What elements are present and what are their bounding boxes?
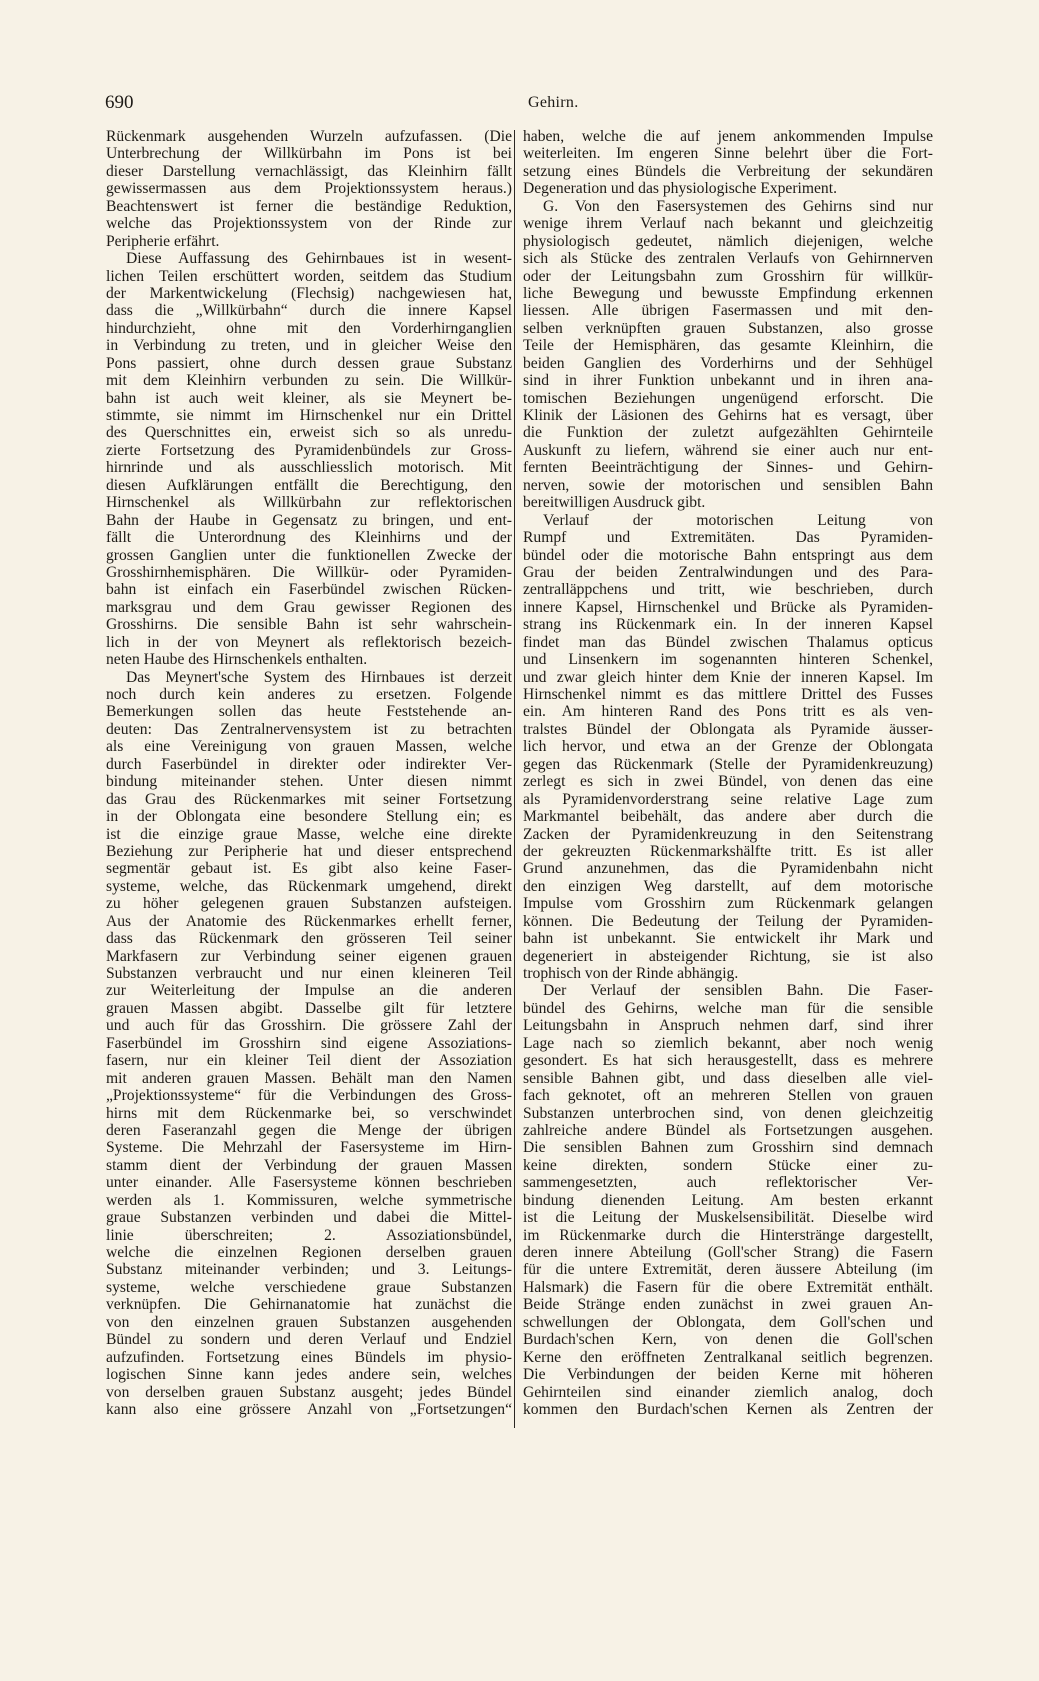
text-line: nerven, sowie der motorischen und sensiblen Bahn xyxy=(523,476,933,494)
text-line: oder der Leitungsbahn zum Grosshirn für willkür- xyxy=(523,267,933,285)
text-line: segmentär gebaut ist. Es gibt also keine Faser- xyxy=(106,860,512,878)
text-line: gegen das Rückenmark (Stelle der Pyramidenkreuzung) xyxy=(523,755,933,773)
text-line: in der Oblongata eine besondere Stellung ein; es xyxy=(106,808,512,826)
column-divider xyxy=(514,130,515,1428)
text-line: welche die einzelnen Regionen derselben grauen xyxy=(106,1244,512,1261)
text-line: Zacken der Pyramidenkreuzung in den Seitenstrang xyxy=(523,825,933,843)
text-line: Beziehung zur Peripherie hat und dieser entsprechend xyxy=(106,842,512,860)
text-line: ist die einzige graue Masse, welche eine direkte xyxy=(106,825,512,843)
text-line: lich in der von Meynert als reflektorisch bezeich- xyxy=(106,633,512,651)
text-line: Burdach'schen Kern, von denen die Goll'schen xyxy=(523,1331,933,1349)
paragraph xyxy=(106,250,512,669)
text-line: bahn ist einfach ein Faserbündel zwischen Rücken- xyxy=(106,581,512,599)
text-line: Hirnschenkel als Willkürbahn zur reflektorischen xyxy=(106,494,512,512)
text-line: verknüpfen. Die Gehirnanatomie hat zunächst die xyxy=(106,1296,512,1314)
paragraph xyxy=(523,198,933,512)
text-line: welche das Projektionssystem von der Rinde zur xyxy=(106,215,512,233)
text-line: durch Faserbündel in direkter oder indirekter Ver- xyxy=(106,755,512,773)
text-line: sammengesetzten, auch reflektorischer Ver- xyxy=(523,1174,933,1192)
text-line: neten Haube des Hirnschenkels enthalten. xyxy=(106,651,368,669)
text-line: beiden Ganglien des Vorderhirns und der Sehhügel xyxy=(523,354,933,372)
text-line: marksgrau und dem Grau gewisser Regionen des xyxy=(106,598,512,616)
text-line: und zwar gleich hinter dem Knie der inneren Kapsel. Im xyxy=(523,668,933,686)
text-line: dass die „Willkürbahn“ durch die innere Kapsel xyxy=(106,302,512,320)
text-line: Rückenmark ausgehenden Wurzeln aufzufassen. (Die xyxy=(106,128,512,145)
text-line: fach geknotet, oft an mehreren Stellen von grauen xyxy=(523,1087,933,1105)
text-line: werden als 1. Kommissuren, welche symmetrische xyxy=(106,1191,512,1209)
text-line: Bemerkungen sollen das heute Feststehende an- xyxy=(106,703,512,721)
paragraph xyxy=(523,128,933,198)
text-line: Substanz miteinander verbinden; und 3. Leitungs- xyxy=(106,1261,512,1279)
text-line: im Rückenmarke durch die Hinterstränge dargestellt, xyxy=(523,1226,933,1244)
text-line: zentralläppchens und tritt, wie beschrieben, durch xyxy=(523,581,933,599)
text-line: physiologisch gedeutet, nämlich diejenigen, welche xyxy=(523,232,933,250)
text-line: Kerne den eröffneten Zentralkanal seitlich begrenzen. xyxy=(523,1348,933,1366)
text-line: aufzufinden. Fortsetzung eines Bündels im physio- xyxy=(106,1348,512,1366)
text-line: stamm dient der Verbindung der grauen Massen xyxy=(106,1156,512,1174)
text-line: Leitungsbahn in Anspruch nehmen darf, sind ihrer xyxy=(523,1017,933,1035)
text-line: sich als Stücke des zentralen Verlaufs von Gehirnnerven xyxy=(523,250,933,268)
running-head: Gehirn. xyxy=(528,94,579,111)
text-line: grauen Massen abgibt. Dasselbe gilt für letztere xyxy=(106,999,512,1017)
text-line: fällt die Unterordnung des Kleinhirns und der xyxy=(106,529,512,547)
text-line: ein. Am hinteren Rand des Pons tritt es als ven- xyxy=(523,703,933,721)
text-line: diesen Aufklärungen entfällt die Berechtigung, den xyxy=(106,476,512,494)
text-line: mit anderen grauen Massen. Behält man den Namen xyxy=(106,1069,512,1087)
text-line: selben verknüpften grauen Substanzen, also grosse xyxy=(523,319,933,337)
text-line: hindurchzieht, ohne mit den Vorderhirnganglien xyxy=(106,319,512,337)
text-column-right xyxy=(523,128,933,1418)
text-line: trophisch von der Rinde abhängig. xyxy=(523,965,739,982)
text-line: schwellungen der Oblongata, dem Goll'schen und xyxy=(523,1313,933,1331)
text-line: Grund anzunehmen, das die Pyramidenbahn nicht xyxy=(523,860,933,878)
text-line: als Pyramidenvorderstrang seine relative Lage zum xyxy=(523,790,933,808)
text-line: liessen. Alle übrigen Fasermassen und mit den- xyxy=(523,302,933,320)
text-line: setzung eines Bündels die Verbreitung der sekundären xyxy=(523,162,933,180)
text-line: bindung miteinander stehen. Unter diesen nimmt xyxy=(106,773,512,791)
text-line: Verlauf der motorischen Leitung von xyxy=(543,511,933,529)
text-line: Systeme. Die Mehrzahl der Fasersysteme im Hirn- xyxy=(106,1139,512,1157)
text-column-left xyxy=(106,128,512,1418)
text-line: „Projektionssysteme“ für die Verbindungen des Gross- xyxy=(106,1087,512,1105)
text-line: strang ins Rückenmark ein. In der inneren Kapsel xyxy=(523,616,933,634)
text-line: Beachtenswert ist ferner die beständige Reduktion, xyxy=(106,197,512,215)
text-line: Auskunft zu liefern, während sie einer auch nur ent- xyxy=(523,441,933,459)
text-line: linie überschreiten; 2. Assoziationsbündel, xyxy=(106,1226,512,1244)
text-line: wenige ihrem Verlauf nach bekannt und gleichzeitig xyxy=(523,215,933,233)
text-line: fasern, nur ein kleiner Teil dient der Assoziation xyxy=(106,1052,512,1070)
text-line: des Querschnittes ein, erweist sich so als unredu- xyxy=(106,424,512,442)
text-line: deren innere Abteilung (Goll'scher Strang) die Fasern xyxy=(523,1244,933,1261)
text-line: die Funktion der zuletzt aufgezählten Gehirnteile xyxy=(523,424,933,442)
text-line: zur Weiterleitung der Impulse an die anderen xyxy=(106,982,512,1000)
text-line: grossen Ganglien unter die funktionellen Zwecke der xyxy=(106,546,512,564)
text-line: degeneriert in absteigender Richtung, sie ist also xyxy=(523,947,933,965)
text-line: kommen den Burdach'schen Kernen als Zentren der xyxy=(523,1400,933,1418)
text-line: zu höher gelegenen grauen Substanzen aufsteigen. xyxy=(106,895,512,913)
text-line: Teile der Hemisphären, das gesamte Kleinhirn, die xyxy=(523,337,933,355)
text-line: zahlreiche andere Bündel als Fortsetzungen ausgehen. xyxy=(523,1121,933,1139)
text-line: der gekreuzten Rückenmarkshälfte tritt. Es ist aller xyxy=(523,842,933,860)
text-line: bündel des Gehirns, welche man für die sensible xyxy=(523,999,933,1017)
text-line: den einzigen Weg darstellt, auf dem motorische xyxy=(523,877,933,895)
text-line: Markfasern zur Verbindung seiner eigenen grauen xyxy=(106,947,512,965)
text-line: deren Faseranzahl gegen die Menge der übrigen xyxy=(106,1121,512,1139)
page-number: 690 xyxy=(105,92,134,113)
text-line: innere Kapsel, Hirnschenkel und Brücke als Pyramiden- xyxy=(523,598,933,616)
text-line: und Linsenkern im sogenannten hinteren Schenkel, xyxy=(523,651,933,669)
text-line: zerlegt es sich in zwei Bündel, von denen das eine xyxy=(523,773,933,791)
text-line: hirns mit dem Rückenmarke bei, so verschwindet xyxy=(106,1104,512,1122)
text-line: von den einzelnen grauen Substanzen ausgehenden xyxy=(106,1313,512,1331)
text-line: deuten: Das Zentralnervensystem ist zu betrachten xyxy=(106,720,512,738)
text-line: Der Verlauf der sensiblen Bahn. Die Faser- xyxy=(543,982,933,1000)
text-line: bahn ist unbekannt. Sie entwickelt ihr Mark und xyxy=(523,930,933,948)
text-line: der Markentwickelung (Flechsig) nachgewiesen hat, xyxy=(106,284,512,302)
text-line: systeme, welche, das Rückenmark umgehend, direkt xyxy=(106,877,512,895)
text-line: gewissermassen aus dem Projektionssystem heraus.) xyxy=(106,180,512,198)
text-line: keine direkten, sondern Stücke einer zu- xyxy=(523,1156,933,1174)
text-line: Pons passiert, ohne durch dessen graue Substanz xyxy=(106,354,512,372)
text-line: lich hervor, und etwa an der Grenze der Oblongata xyxy=(523,738,933,756)
text-line: bündel oder die motorische Bahn entspringt aus dem xyxy=(523,546,933,564)
text-line: als eine Vereinigung von grauen Massen, welche xyxy=(106,738,512,756)
text-line: kann also eine grössere Anzahl von „Fortsetzungen“ xyxy=(106,1400,512,1418)
text-line: Grosshirnhemisphären. Die Willkür- oder Pyramiden- xyxy=(106,563,512,581)
text-line: Grau der beiden Zentralwindungen und des Para- xyxy=(523,563,933,581)
text-line: Substanzen unterbrochen sind, von denen gleichzeitig xyxy=(523,1104,933,1122)
text-line: Gehirnteilen sind einander ziemlich analog, doch xyxy=(523,1383,933,1401)
text-line: Diese Auffassung des Gehirnbaues ist in wesent- xyxy=(126,250,512,268)
text-line: Degeneration und das physiologische Experiment. xyxy=(523,180,837,198)
text-line: Peripherie erfährt. xyxy=(106,232,220,250)
text-line: Aus der Anatomie des Rückenmarkes erhellt ferner, xyxy=(106,912,512,930)
text-line: können. Die Bedeutung der Teilung der Pyramiden- xyxy=(523,912,933,930)
text-line: Die sensiblen Bahnen zum Grosshirn sind demnach xyxy=(523,1139,933,1157)
text-line: bereitwilligen Ausdruck gibt. xyxy=(523,494,706,512)
text-line: Beide Stränge enden zunächst in zwei grauen An- xyxy=(523,1296,933,1314)
text-line: lichen Teilen erschüttert worden, seitdem das Studium xyxy=(106,267,512,285)
text-line: Das Meynert'sche System des Hirnbaues ist derzeit xyxy=(126,668,512,686)
text-line: tomischen Beziehungen ungenügend erforscht. Die xyxy=(523,389,933,407)
paragraph xyxy=(523,512,933,983)
text-line: Bahn der Haube in Gegensatz zu bringen, und ent- xyxy=(106,511,512,529)
text-line: und auch für das Grosshirn. Die grössere Zahl der xyxy=(106,1017,512,1035)
text-line: Grosshirns. Die sensible Bahn ist sehr wahrschein- xyxy=(106,616,512,634)
text-line: dass das Rückenmark den grösseren Teil seiner xyxy=(106,930,512,948)
text-line: Halsmark) die Fasern für die obere Extremität enthält. xyxy=(523,1278,933,1296)
paragraph xyxy=(106,669,512,1419)
text-line: Bündel zu sondern und deren Verlauf und Endziel xyxy=(106,1331,512,1349)
text-line: hirnrinde und als ausschliesslich motorisch. Mit xyxy=(106,459,512,477)
text-line: dieser Darstellung vernachlässigt, das Kleinhirn fällt xyxy=(106,162,512,180)
text-line: Rumpf und Extremitäten. Das Pyramiden- xyxy=(523,529,933,547)
text-line: für die untere Extremität, deren äussere Abteilung (im xyxy=(523,1261,933,1279)
text-line: von derselben grauen Substanz ausgeht; jedes Bündel xyxy=(106,1383,512,1401)
text-line: Klinik der Läsionen des Gehirns hat es versagt, über xyxy=(523,407,933,424)
paragraph xyxy=(106,128,512,250)
text-line: Die Verbindungen der beiden Kerne mit höheren xyxy=(523,1366,933,1384)
text-line: Faserbündel im Grosshirn sind eigene Assoziations- xyxy=(106,1034,512,1052)
text-line: haben, welche die auf jenem ankommenden Impulse xyxy=(523,128,933,145)
text-line: mit dem Kleinhirn verbunden zu sein. Die Willkür- xyxy=(106,372,512,390)
paragraph xyxy=(523,982,933,1418)
text-line: fernten Beeinträchtigung der Sinnes- und Gehirn- xyxy=(523,459,933,477)
text-line: bahn ist auch weit kleiner, als sie Meynert be- xyxy=(106,389,512,407)
text-line: stimmte, sie nimmt im Hirnschenkel nur ein Drittel xyxy=(106,407,512,424)
text-line: Impulse vom Grosshirn zum Rückenmark gelangen xyxy=(523,895,933,913)
text-line: Lage nach so ziemlich bekannt, aber noch wenig xyxy=(523,1034,933,1052)
text-line: Unterbrechung der Willkürbahn im Pons ist bei xyxy=(106,145,512,163)
text-line: sind in ihrer Funktion unbekannt und in ihren ana- xyxy=(523,372,933,390)
text-line: G. Von den Fasersystemen des Gehirns sind nur xyxy=(543,197,933,215)
text-line: systeme, welche verschiedene graue Substanzen xyxy=(106,1278,512,1296)
text-line: weiterleiten. Im engeren Sinne belehrt über die Fort- xyxy=(523,145,933,163)
text-line: unter einander. Alle Fasersysteme können beschrieben xyxy=(106,1174,512,1192)
text-line: ist die Leitung der Muskelsensibilität. Dieselbe wird xyxy=(523,1209,933,1227)
text-line: liche Bewegung und bewusste Empfindung erkennen xyxy=(523,284,933,302)
text-line: Hirnschenkel nimmt es das mittlere Drittel des Fusses xyxy=(523,686,933,703)
text-line: in Verbindung zu treten, und in gleicher Weise den xyxy=(106,337,512,355)
text-line: Substanzen verbraucht und nur einen kleineren Teil xyxy=(106,965,512,982)
text-line: tralstes Bündel der Oblongata als Pyramide äusser- xyxy=(523,720,933,738)
text-line: noch durch kein anderes zu ersetzen. Folgende xyxy=(106,686,512,703)
text-line: zierte Fortsetzung des Pyramidenbündels zur Gross- xyxy=(106,441,512,459)
text-line: Markmantel beibehält, das andere aber durch die xyxy=(523,808,933,826)
text-line: gesondert. Es hat sich herausgestellt, dass es mehrere xyxy=(523,1052,933,1070)
text-line: logischen Sinne kann jedes andere sein, welches xyxy=(106,1366,512,1384)
text-line: bindung dienenden Leitung. Am besten erkannt xyxy=(523,1191,933,1209)
text-line: findet man das Bündel zwischen Thalamus opticus xyxy=(523,633,933,651)
text-line: das Grau des Rückenmarkes mit seiner Fortsetzung xyxy=(106,790,512,808)
text-line: sensible Bahnen gibt, und dass dieselben alle viel- xyxy=(523,1069,933,1087)
text-line: graue Substanzen verbinden und dabei die Mittel- xyxy=(106,1209,512,1227)
